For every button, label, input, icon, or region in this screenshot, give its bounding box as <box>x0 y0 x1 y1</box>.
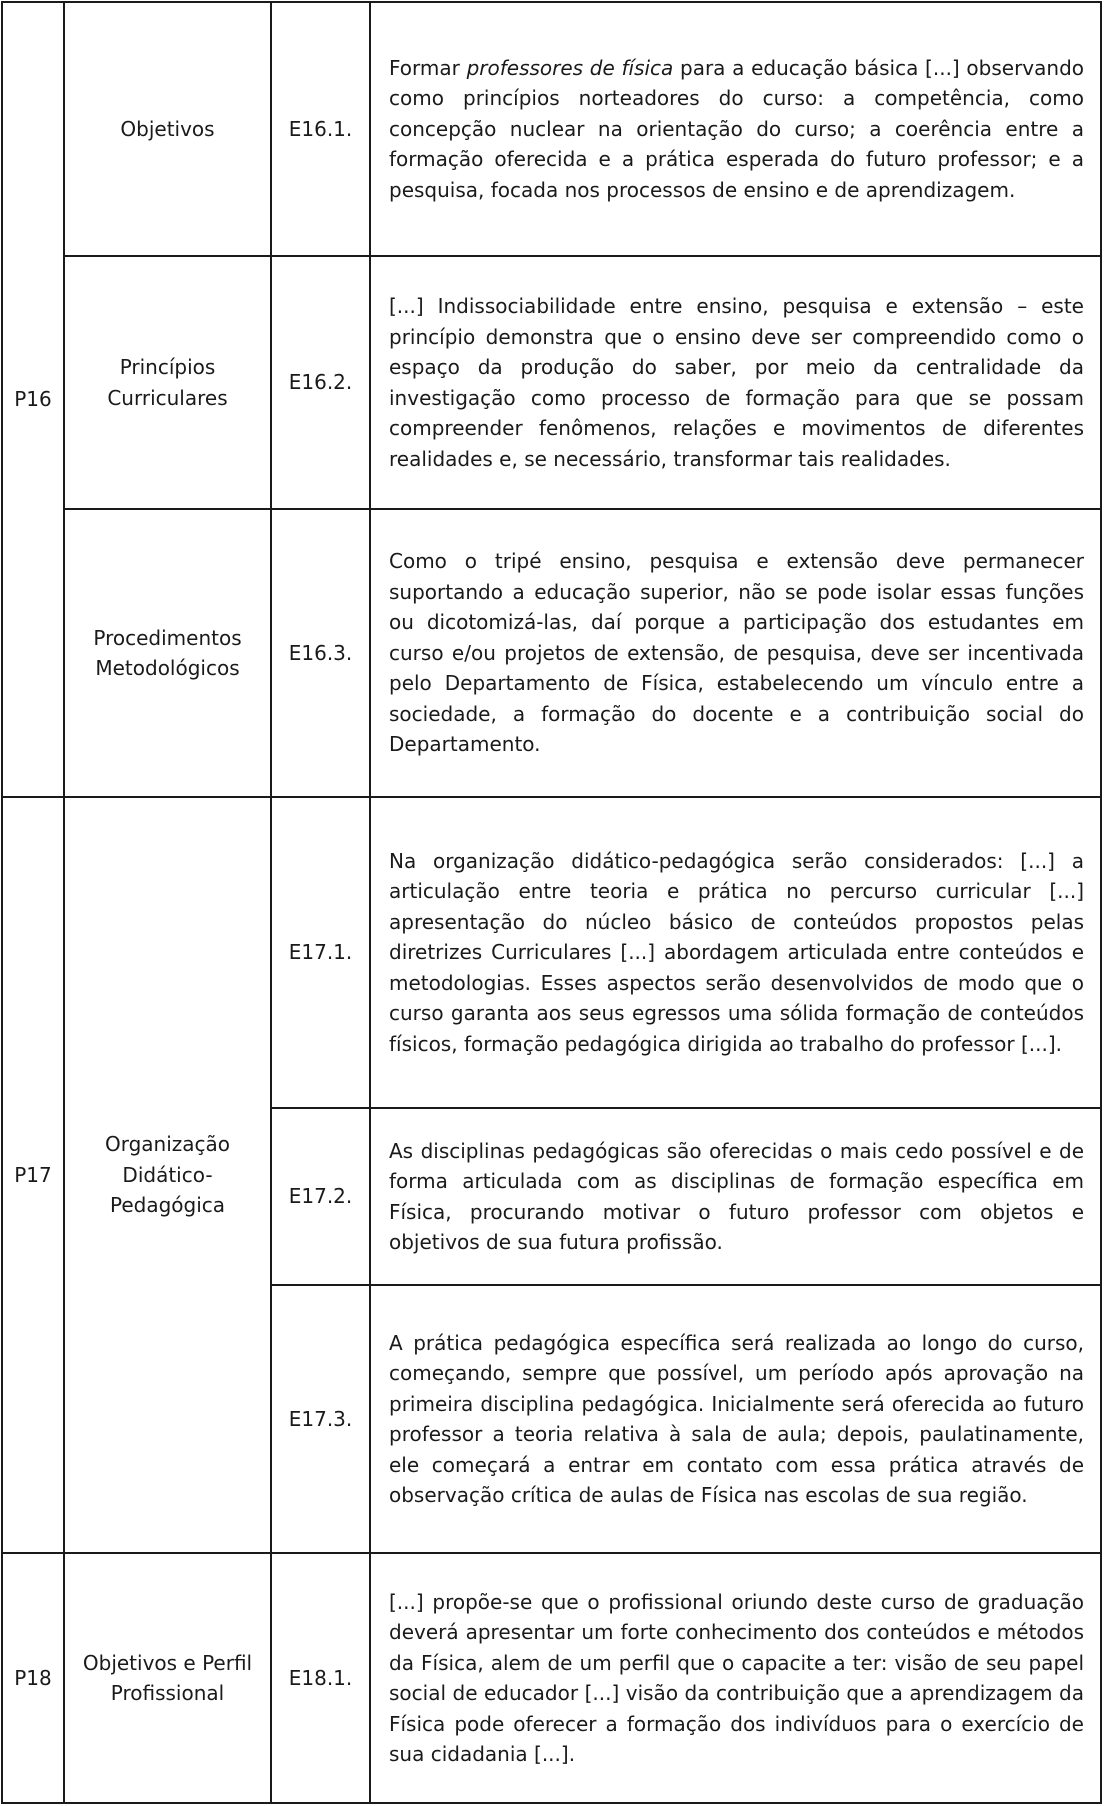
text-cell: As disciplinas pedagógicas são oferecidas o mais cedo possível e de forma articulada com as disciplinas de formação específica em Física, procurando motivar o futuro professor com objetos e objetivos de sua futura profissão. <box>370 1108 1101 1285</box>
category-cell: Procedimentos Metodológicos <box>64 509 271 797</box>
text-cell: Como o tripé ensino, pesquisa e extensão deve permanecer suportando a educação superior, não se pode isolar essas funções ou dicotomizá-las, daí porque a participação dos estudantes em curso e/ou projetos de extensão, de pesquisa, deve ser incentivada pelo Departamento de Física, estabelecendo um vínculo entre a sociedade, a formação do docente e a contribuição social do Departamento. <box>370 509 1101 797</box>
group-cell: P18 <box>2 1553 64 1803</box>
table-row <box>2 509 1101 797</box>
group-cell: P16 <box>2 2 64 797</box>
table-row <box>2 797 1101 1108</box>
table-row <box>2 2 1101 256</box>
code-cell: E17.2. <box>271 1108 370 1285</box>
category-cell: Organização Didático-Pedagógica <box>64 797 271 1553</box>
code-cell: E17.1. <box>271 797 370 1108</box>
code-cell: E18.1. <box>271 1553 370 1803</box>
table-row <box>2 1553 1101 1803</box>
code-cell: E16.1. <box>271 2 370 256</box>
text-cell: [...] Indissociabilidade entre ensino, pesquisa e extensão – este princípio demonstra que o ensino deve ser compreendido como o espaço da produção do saber, por meio da centralidade da investigação como processo de formação para que se possam compreender fenômenos, relações e movimentos de diferentes realidades e, se necessário, transformar tais realidades. <box>370 256 1101 509</box>
text-emphasis: professores de física <box>466 55 674 80</box>
code-cell: E17.3. <box>271 1285 370 1553</box>
group-cell: P17 <box>2 797 64 1553</box>
text-part: para a educação básica [...] observando como princípios norteadores do curso: a competência, como concepção nuclear na orientação do curso; a coerência entre a formação oferecida e a prática esperada do futuro professor; e a pesquisa, focada nos processos de ensino e de aprendizagem. <box>389 55 1085 202</box>
category-cell: Objetivos <box>64 2 271 256</box>
table-row <box>2 256 1101 509</box>
code-cell: E16.2. <box>271 256 370 509</box>
category-cell: Princípios Curriculares <box>64 256 271 509</box>
code-cell: E16.3. <box>271 509 370 797</box>
category-cell: Objetivos e Perfil Profissional <box>64 1553 271 1803</box>
document-table <box>1 1 1102 1804</box>
text-cell: [...] propõe-se que o profissional oriundo deste curso de graduação deverá apresentar um forte conhecimento dos conteúdos e métodos da Física, alem de um perfil que o capacite a ter: visão de seu papel social de educador [...] visão da contribuição que a aprendizagem da Física pode oferecer a formação dos indivíduos para o exercício de sua cidadania [...]. <box>370 1553 1101 1803</box>
text-cell: Na organização didático-pedagógica serão considerados: [...] a articulação entre teoria e prática no percurso curricular [...] apresentação do núcleo básico de conteúdos propostos pelas diretrizes Curriculares [...] abordagem articulada entre conteúdos e metodologias. Esses aspectos serão desenvolvidos de modo que o curso garanta aos seus egressos uma sólida formação de conteúdos físicos, formação pedagógica dirigida ao trabalho do professor [...]. <box>370 797 1101 1108</box>
text-cell <box>370 2 1101 256</box>
text-cell: A prática pedagógica específica será realizada ao longo do curso, começando, sempre que possível, um período após aprovação na primeira disciplina pedagógica. Inicialmente será oferecida ao futuro professor a teoria relativa à sala de aula; depois, paulatinamente, ele começará a entrar em contato com essa prática através de observação crítica de aulas de Física nas escolas de sua região. <box>370 1285 1101 1553</box>
text-part: Formar <box>389 55 467 80</box>
